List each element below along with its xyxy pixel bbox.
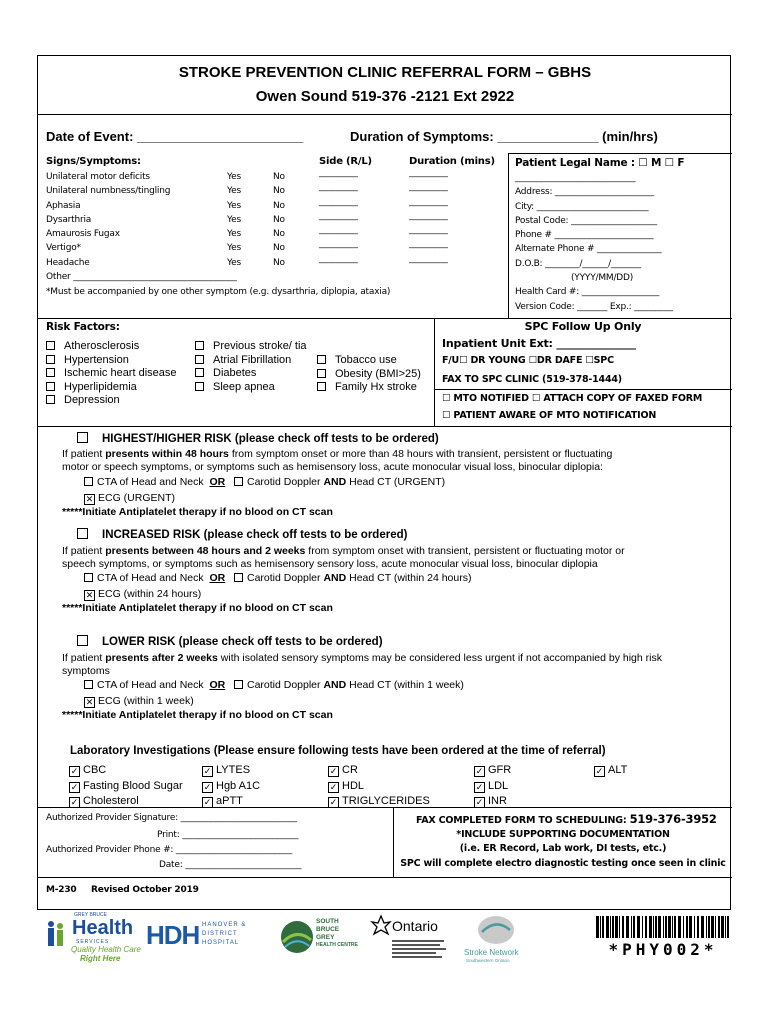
check-icon[interactable]: ✓ bbox=[329, 766, 338, 776]
check-icon[interactable]: ✓ bbox=[475, 781, 484, 792]
symptom-label: Unilateral numbness/tingling bbox=[46, 186, 171, 197]
risk-factor-item[interactable]: Family Hx stroke bbox=[317, 381, 421, 395]
patient-legal-name: Patient Legal Name : ☐ M ☐ F bbox=[515, 157, 685, 169]
gbhs-logo bbox=[46, 912, 141, 963]
barcode-bar bbox=[642, 916, 643, 938]
include-docs: *INCLUDE SUPPORTING DOCUMENTATION bbox=[456, 829, 670, 840]
lab-test-item[interactable]: ✓ Cholesterol bbox=[70, 795, 139, 807]
divider bbox=[434, 389, 732, 390]
barcode-bar bbox=[633, 916, 635, 938]
risk-factor-item[interactable]: Atherosclerosis bbox=[46, 340, 177, 354]
symptom-side-field[interactable]: _________ bbox=[319, 210, 358, 221]
risk-factor-item[interactable]: Hypertension bbox=[46, 354, 177, 368]
barcode-bar bbox=[655, 916, 657, 938]
symptom-no[interactable]: No bbox=[273, 200, 285, 211]
patient-field[interactable]: Version Code: _______ Exp.: _________ bbox=[515, 301, 673, 312]
risk-factor-item[interactable]: Depression bbox=[46, 394, 177, 408]
risk-factor-item[interactable]: Atrial Fibrillation bbox=[195, 354, 307, 368]
barcode bbox=[596, 916, 731, 976]
highest-ecg[interactable]: ✕ ECG (URGENT) bbox=[85, 492, 175, 504]
barcode-bar bbox=[718, 916, 720, 938]
gbhs-main: Health bbox=[72, 917, 134, 939]
barcode-bar bbox=[725, 916, 726, 938]
lab-test-item[interactable]: ✓ Fasting Blood Sugar bbox=[70, 779, 183, 792]
patient-field[interactable]: D.O.B: ________/______/_______ bbox=[515, 258, 642, 269]
date-of-event-field[interactable]: Date of Event: _______________________ bbox=[46, 129, 304, 144]
risk-checkbox[interactable] bbox=[317, 382, 326, 391]
symptom-yes[interactable]: Yes bbox=[227, 214, 241, 225]
patient-top bbox=[508, 153, 732, 154]
risk-checkbox[interactable] bbox=[46, 341, 55, 350]
barcode-bar bbox=[658, 916, 661, 938]
symptom-label: Unilateral motor deficits bbox=[46, 172, 150, 182]
highest-tests[interactable]: CTA of Head and Neck OR Carotid Doppler AND Head CT (URGENT) bbox=[84, 476, 445, 489]
spc-note: SPC will complete electro diagnostic testing once seen in clinic bbox=[400, 858, 726, 869]
patient-field[interactable]: Address: _______________________ bbox=[515, 187, 654, 198]
symptom-side-field[interactable]: _________ bbox=[319, 225, 358, 236]
symptom-no[interactable]: No bbox=[273, 186, 285, 197]
form-code: M-230 bbox=[46, 885, 77, 895]
symptom-side-field[interactable]: _________ bbox=[319, 168, 358, 178]
barcode-bar bbox=[602, 916, 604, 938]
patient-field[interactable]: Phone # _______________________ bbox=[515, 230, 654, 241]
risk-checkbox[interactable] bbox=[46, 395, 55, 404]
lower-risk-heading[interactable]: LOWER RISK (please check off tests to be ordered) bbox=[77, 635, 383, 648]
lower-risk-checkbox[interactable] bbox=[77, 635, 88, 646]
lower-ecg[interactable]: ✕ ECG (within 1 week) bbox=[85, 695, 194, 707]
barcode-bar bbox=[665, 916, 667, 938]
stroke-sub: Southwestern Ontario bbox=[466, 958, 510, 963]
barcode-bar bbox=[615, 916, 618, 938]
symptom-no[interactable]: No bbox=[273, 257, 285, 268]
symptom-label: Aphasia bbox=[46, 200, 81, 211]
increased-risk-text-1: If patient presents between 48 hours and 2 weeks from symptom onset with transient, persistent or fluctuating motor or bbox=[62, 545, 625, 557]
form-title: STROKE PREVENTION CLINIC REFERRAL FORM – GBHS bbox=[178, 64, 592, 81]
increased-ecg[interactable]: ✕ ECG (within 24 hours) bbox=[85, 588, 202, 600]
hdh-name3: HOSPITAL bbox=[202, 940, 240, 946]
lower-tests[interactable]: CTA of Head and Neck OR Carotid Doppler AND Head CT (within 1 week) bbox=[84, 679, 464, 692]
symptom-side-field[interactable]: _________ bbox=[319, 239, 358, 250]
symptom-yes[interactable]: Yes bbox=[227, 229, 241, 240]
lab-test-item[interactable]: ✓ TRIGLYCERIDES bbox=[329, 795, 430, 807]
risk-factor-item[interactable]: Hyperlipidemia bbox=[46, 381, 177, 395]
lab-column-3 bbox=[328, 763, 430, 810]
stroke-word: Stroke Network bbox=[464, 948, 519, 957]
symptom-note: *Must be accompanied by one other symptom (e.g. dysarthria, diplopia, ataxia) bbox=[46, 287, 391, 297]
barcode-bar bbox=[637, 916, 640, 938]
lab-column-1 bbox=[69, 763, 183, 810]
signs-heading: Signs/Symptoms: bbox=[46, 156, 141, 167]
symptom-duration-field[interactable]: _________ bbox=[409, 225, 448, 236]
symptom-list bbox=[46, 168, 486, 272]
highest-risk-text-1: If patient presents within 48 hours from symptom onset or more than 48 hours with transient, persistent or fluctuating bbox=[62, 448, 613, 460]
check-icon[interactable]: ✓ bbox=[329, 781, 338, 792]
lower-risk-text-1: If patient presents after 2 weeks with isolated sensory symptoms may be considered less urgent if not accompanied by high risk bbox=[62, 652, 662, 664]
symptom-side-field[interactable]: _________ bbox=[319, 182, 358, 193]
barcode-bar bbox=[708, 916, 710, 938]
other-symptom-field[interactable]: Other ______________________________________ bbox=[46, 272, 237, 282]
followup-doctor-options[interactable]: F/U☐ DR YOUNG ☐DR DAFE ☐SPC bbox=[442, 355, 614, 366]
barcode-bar bbox=[711, 916, 714, 938]
risk-factor-item[interactable]: Sleep apnea bbox=[195, 381, 307, 395]
stroke-network-logo bbox=[464, 914, 544, 964]
symptom-row bbox=[46, 253, 486, 272]
check-icon[interactable]: ✓ bbox=[475, 797, 484, 807]
barcode-text: *PHY002* bbox=[608, 940, 718, 959]
symptom-no[interactable]: No bbox=[273, 172, 285, 182]
barcode-bars bbox=[596, 916, 730, 938]
symptom-duration-field[interactable]: _________ bbox=[409, 196, 448, 207]
risk-column-2 bbox=[195, 340, 307, 394]
symptom-duration-field[interactable]: _________ bbox=[409, 182, 448, 193]
lab-test-item[interactable]: ✓ LYTES bbox=[203, 764, 251, 776]
barcode-bar bbox=[606, 916, 609, 938]
gbhs-top: GREY BRUCE bbox=[74, 912, 107, 918]
barcode-bar bbox=[631, 916, 632, 938]
fax-spc-clinic: FAX TO SPC CLINIC (519-378-1444) bbox=[442, 374, 622, 385]
check-icon[interactable]: ✓ bbox=[203, 766, 212, 776]
risk-checkbox[interactable] bbox=[317, 355, 326, 364]
barcode-bar bbox=[649, 916, 652, 938]
symptom-side-field[interactable]: _________ bbox=[319, 196, 358, 207]
patient-aware-checkbox[interactable]: ☐ PATIENT AWARE OF MTO NOTIFICATION bbox=[442, 410, 657, 421]
symptom-duration-field[interactable]: _________ bbox=[409, 210, 448, 221]
followup-heading: SPC Follow Up Only bbox=[524, 320, 642, 333]
barcode-bar bbox=[686, 916, 688, 938]
check-icon[interactable]: ✓ bbox=[203, 781, 212, 792]
mto-notified-checkbox[interactable]: ☐ MTO NOTIFIED ☐ ATTACH COPY OF FAXED FORM bbox=[442, 393, 703, 404]
followup-divider bbox=[434, 318, 435, 426]
lab-test-item[interactable]: ✓ GFR bbox=[475, 764, 512, 776]
highest-initiate: *****Initiate Antiplatelet therapy if no blood on CT scan bbox=[62, 506, 333, 518]
duration-field[interactable]: Duration of Symptoms: ______________ (min/hrs) bbox=[350, 129, 658, 144]
check-icon[interactable]: ✓ bbox=[329, 797, 338, 807]
sb2: BRUCE bbox=[316, 926, 340, 933]
gbhs-sub: SERVICES bbox=[76, 939, 110, 945]
duration-heading: Duration (mins) bbox=[409, 156, 495, 167]
ontario-fine-print bbox=[392, 938, 448, 960]
symptom-duration-field[interactable]: _________ bbox=[409, 253, 448, 264]
check-icon[interactable]: ✓ bbox=[70, 797, 79, 807]
risk-checkbox[interactable] bbox=[46, 382, 55, 391]
symptom-label: Vertigo* bbox=[46, 243, 81, 254]
symptom-yes[interactable]: Yes bbox=[227, 257, 241, 268]
barcode-bar bbox=[600, 916, 601, 938]
risk-factor-item[interactable]: Ischemic heart disease bbox=[46, 367, 177, 381]
hdh-letters: HDH bbox=[146, 920, 200, 950]
ontario-logo bbox=[370, 914, 460, 964]
symptom-yes[interactable]: Yes bbox=[227, 172, 241, 182]
south-bruce-logo bbox=[280, 918, 370, 964]
barcode-bar bbox=[668, 916, 671, 938]
risk-factor-item[interactable]: Tobacco use bbox=[317, 354, 421, 368]
patient-field[interactable]: Alternate Phone # _______________ bbox=[515, 244, 662, 255]
check-icon[interactable]: ✓ bbox=[70, 766, 79, 776]
barcode-bar bbox=[645, 916, 647, 938]
hdh-logo bbox=[146, 920, 246, 960]
symptom-label: Dysarthria bbox=[46, 214, 92, 225]
barcode-bar bbox=[596, 916, 599, 938]
risk-checkbox[interactable] bbox=[46, 368, 55, 377]
increased-risk-text-2: speech symptoms, or symptoms such as hemisensory sensory loss, acute monocular visual loss, binocular diplopia bbox=[62, 558, 598, 570]
barcode-bar bbox=[689, 916, 692, 938]
risk-factor-item[interactable]: Obesity (BMI>25) bbox=[317, 368, 421, 382]
symptom-yes[interactable]: Yes bbox=[227, 243, 241, 254]
barcode-bar bbox=[678, 916, 681, 938]
lab-test-item[interactable]: ✓ CR bbox=[329, 764, 358, 776]
barcode-bar bbox=[653, 916, 654, 938]
barcode-bar bbox=[674, 916, 676, 938]
divider bbox=[38, 807, 732, 808]
barcode-bar bbox=[706, 916, 707, 938]
lab-column-2 bbox=[202, 763, 260, 810]
provider-date-field[interactable]: Date: ___________________________ bbox=[159, 860, 302, 870]
patient-divider bbox=[508, 153, 509, 318]
gbhs-figures-icon bbox=[46, 920, 68, 950]
symptom-no[interactable]: No bbox=[273, 243, 285, 254]
ontario-word: Ontario bbox=[392, 918, 438, 934]
barcode-bar bbox=[727, 916, 729, 938]
south-bruce-circle-icon bbox=[280, 920, 314, 954]
check-icon[interactable]: ✓ bbox=[475, 766, 484, 776]
barcode-bar bbox=[701, 916, 704, 938]
barcode-bar bbox=[619, 916, 620, 938]
risk-heading: Risk Factors: bbox=[46, 321, 120, 333]
barcode-bar bbox=[697, 916, 699, 938]
increased-initiate: *****Initiate Antiplatelet therapy if no blood on CT scan bbox=[62, 602, 333, 614]
symptom-label: Amaurosis Fugax bbox=[46, 229, 120, 240]
patient-field[interactable]: Health Card #: __________________ bbox=[515, 287, 660, 298]
lab-test-item[interactable]: ✓ Hgb A1C bbox=[203, 779, 261, 792]
symptom-duration-field[interactable]: _________ bbox=[409, 168, 448, 178]
patient-fields bbox=[515, 173, 673, 316]
symptom-side-field[interactable]: _________ bbox=[319, 253, 358, 264]
barcode-bar bbox=[626, 916, 629, 938]
provider-phone-field[interactable]: Authorized Provider Phone #: ___________________________ bbox=[46, 845, 293, 855]
barcode-bar bbox=[663, 916, 664, 938]
check-icon[interactable]: ✓ bbox=[595, 766, 604, 776]
lab-column-4 bbox=[474, 763, 511, 810]
barcode-bar bbox=[672, 916, 673, 938]
trillium-icon bbox=[370, 914, 392, 936]
barcode-bar bbox=[622, 916, 624, 938]
divider bbox=[38, 318, 732, 319]
lab-test-item[interactable]: ✓ LDL bbox=[475, 779, 509, 792]
check-icon[interactable]: ✓ bbox=[203, 797, 212, 807]
symptom-label: Headache bbox=[46, 257, 90, 268]
side-heading: Side (R/L) bbox=[319, 156, 372, 167]
provider-signature-field[interactable]: Authorized Provider Signature: ___________________________ bbox=[46, 813, 297, 823]
fax-scheduling: FAX COMPLETED FORM TO SCHEDULING: 519-376-3952 bbox=[416, 812, 717, 826]
risk-checkbox[interactable] bbox=[195, 355, 204, 364]
increased-risk-checkbox[interactable] bbox=[77, 528, 88, 539]
divider bbox=[38, 114, 732, 115]
provider-print-field[interactable]: Print: ___________________________ bbox=[157, 830, 299, 840]
symptom-no[interactable]: No bbox=[273, 214, 285, 225]
hdh-name2: DISTRICT bbox=[202, 931, 238, 937]
stroke-brain-icon bbox=[476, 914, 516, 948]
sb1: SOUTH bbox=[316, 918, 339, 925]
lab-test-item[interactable]: ✓ INR bbox=[475, 795, 507, 807]
patient-field[interactable]: City: __________________________ bbox=[515, 201, 649, 212]
referral-form bbox=[37, 55, 731, 910]
gbhs-tag2: Right Here bbox=[80, 954, 121, 963]
barcode-bar bbox=[683, 916, 684, 938]
lab-test-item[interactable]: ✓ HDL bbox=[329, 779, 365, 792]
patient-field[interactable]: Postal Code: ____________________ bbox=[515, 215, 658, 226]
highest-risk-text-2: motor or speech symptoms, or symptoms such as hemisensory loss, acute monocular visual loss, binocular diplopia: bbox=[62, 461, 603, 473]
gbhs-tag1: Quality Health Care bbox=[71, 945, 141, 954]
risk-column-3 bbox=[317, 354, 421, 395]
lab-test-item[interactable]: ✓ CBC bbox=[70, 764, 107, 776]
lab-test-item[interactable]: ✓ aPTT bbox=[203, 795, 243, 807]
risk-checkbox[interactable] bbox=[317, 369, 326, 378]
lower-risk-text-2: symptoms bbox=[62, 665, 110, 677]
lower-initiate: *****Initiate Antiplatelet therapy if no blood on CT scan bbox=[62, 709, 333, 721]
sb4: HEALTH CENTRE bbox=[316, 942, 358, 948]
risk-checkbox[interactable] bbox=[195, 382, 204, 391]
highest-risk-checkbox[interactable] bbox=[77, 432, 88, 443]
highest-risk-heading[interactable]: HIGHEST/HIGHER RISK (please check off tests to be ordered) bbox=[77, 432, 439, 445]
barcode-bar bbox=[715, 916, 716, 938]
sb3: GREY bbox=[316, 934, 335, 941]
barcode-bar bbox=[694, 916, 695, 938]
increased-tests[interactable]: CTA of Head and Neck OR Carotid Doppler AND Head CT (within 24 hours) bbox=[84, 572, 471, 585]
symptom-duration-field[interactable]: _________ bbox=[409, 239, 448, 250]
symptom-no[interactable]: No bbox=[273, 229, 285, 240]
check-icon[interactable]: ✓ bbox=[70, 781, 79, 792]
symptom-yes[interactable]: Yes bbox=[227, 200, 241, 211]
inpatient-unit-field[interactable]: Inpatient Unit Ext: _______________ bbox=[442, 337, 636, 350]
symptom-yes[interactable]: Yes bbox=[227, 186, 241, 197]
logo-strip bbox=[0, 912, 770, 982]
increased-risk-heading[interactable]: INCREASED RISK (please check off tests to be ordered) bbox=[77, 528, 407, 541]
risk-checkbox[interactable] bbox=[195, 368, 204, 377]
form-revised: Revised October 2019 bbox=[91, 885, 199, 895]
lab-heading: Laboratory Investigations (Please ensure following tests have been ordered at the time of referral) bbox=[70, 745, 606, 757]
barcode-bar bbox=[612, 916, 614, 938]
include-examples: (i.e. ER Record, Lab work, DI tests, etc.) bbox=[459, 843, 667, 854]
lab-test-item[interactable]: ✓ ALT bbox=[595, 764, 628, 776]
risk-checkbox[interactable] bbox=[195, 341, 204, 350]
patient-field[interactable]: ____________________________ bbox=[515, 173, 636, 183]
risk-factor-item[interactable]: Previous stroke/ tia bbox=[195, 340, 307, 354]
barcode-bar bbox=[610, 916, 611, 938]
risk-factor-item[interactable]: Diabetes bbox=[195, 367, 307, 381]
risk-column-1 bbox=[46, 340, 177, 408]
hdh-name1: HANOVER & bbox=[202, 922, 247, 928]
divider bbox=[38, 877, 732, 878]
patient-field[interactable]: (YYYY/MM/DD) bbox=[571, 273, 634, 284]
barcode-bar bbox=[721, 916, 724, 938]
form-subtitle: Owen Sound 519-376 -2121 Ext 2922 bbox=[255, 88, 515, 105]
divider bbox=[38, 426, 732, 427]
lab-column-5 bbox=[594, 763, 627, 779]
risk-checkbox[interactable] bbox=[46, 355, 55, 364]
